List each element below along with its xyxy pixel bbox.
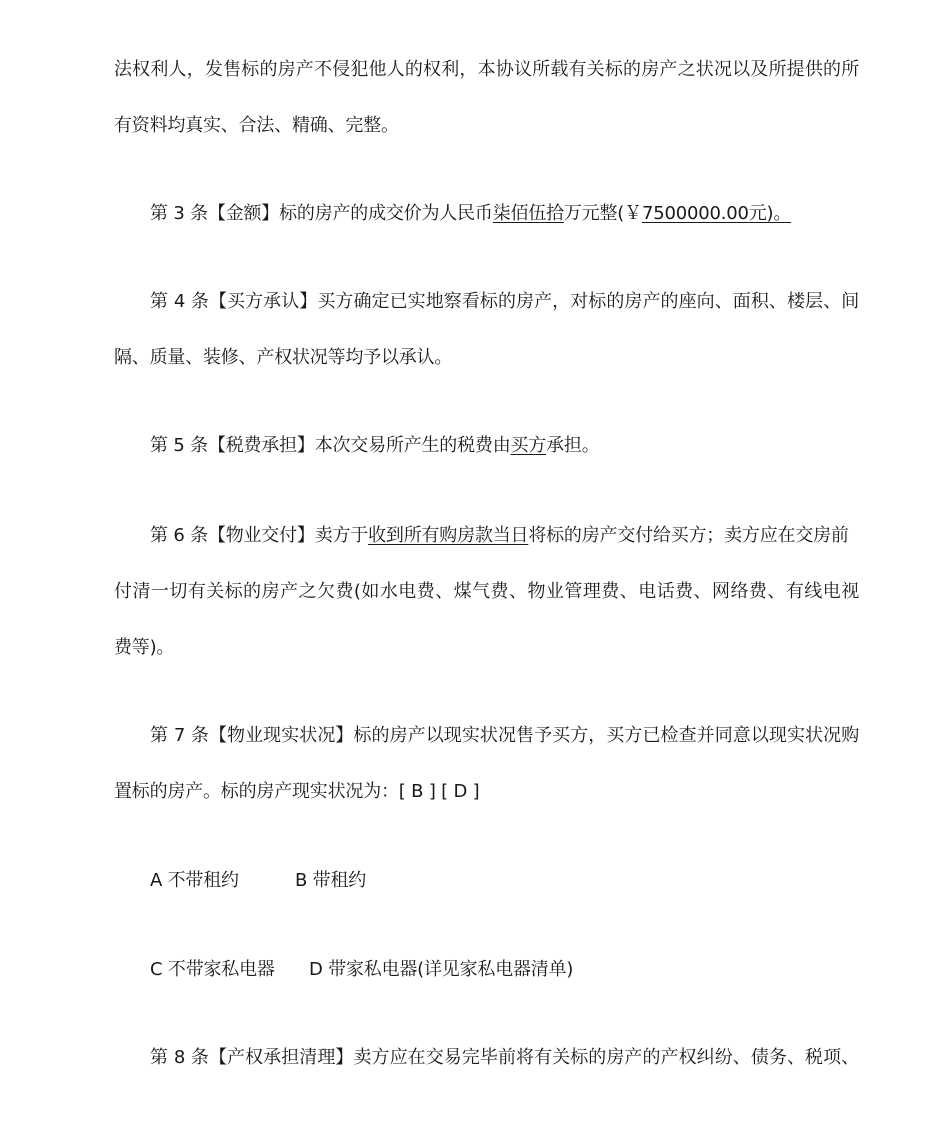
intro-line-1: 法权利人，发售标的房产不侵犯他人的权利，本协议所载有关标的房产之状况以及所提供的所 [114, 59, 859, 80]
article-6-prefix: 第 6 条【物业交付】卖方于 [150, 525, 369, 546]
article-3 [150, 201, 895, 227]
article-6-line-3: 费等)。 [114, 637, 175, 658]
option-b: B 带租约 [295, 870, 367, 891]
option-c: C 不带家私电器 [150, 959, 275, 980]
article-4-line-1: 第 4 条【买方承认】买方确定已实地察看标的房产，对标的房产的座向、面积、楼层、间 [150, 291, 859, 312]
article-6-suffix: 将标的房产交付给买方；卖方应在交房前 [528, 525, 849, 546]
article-7-options-row-1 [150, 868, 895, 894]
amount-in-words: 柒佰伍拾 [492, 203, 564, 224]
article-3-suffix: 元)。 [748, 203, 792, 224]
option-d: D 带家私电器(详见家私电器清单) [309, 959, 574, 980]
article-5 [150, 433, 895, 459]
article-7-line-1: 第 7 条【物业现实状况】标的房产以现实状况售予买方，买方已检查并同意以现实状况购 [150, 725, 859, 746]
delivery-deadline: 收到所有购房款当日 [368, 525, 529, 546]
amount-in-numbers: 7500000.00 [641, 203, 749, 224]
tax-bearer: 买方 [510, 435, 547, 456]
article-4-line-2: 隔、质量、装修、产权状况等均予以承认。 [114, 347, 453, 368]
intro-line-2: 有资料均真实、合法、精确、完整。 [114, 115, 399, 136]
article-3-prefix: 第 3 条【金额】标的房产的成交价为人民币 [150, 203, 493, 224]
article-7-options-row-2 [150, 957, 895, 983]
article-5-prefix: 第 5 条【税费承担】本次交易所产生的税费由 [150, 435, 511, 456]
article-7-line-2: 置标的房产。标的房产现实状况为：[ B ] [ D ] [114, 781, 480, 802]
article-8-line-1: 第 8 条【产权承担清理】卖方应在交易完毕前将有关标的房产的产权纠纷、债务、税项、 [150, 1047, 859, 1068]
article-6-line-1 [150, 523, 895, 549]
option-a: A 不带租约 [150, 870, 239, 891]
article-3-middle: 万元整(￥ [563, 203, 642, 224]
article-6-line-2: 付清一切有关标的房产之欠费(如水电费、煤气费、物业管理费、电话费、网络费、有线电视 [114, 581, 859, 602]
article-5-suffix: 承担。 [546, 435, 600, 456]
